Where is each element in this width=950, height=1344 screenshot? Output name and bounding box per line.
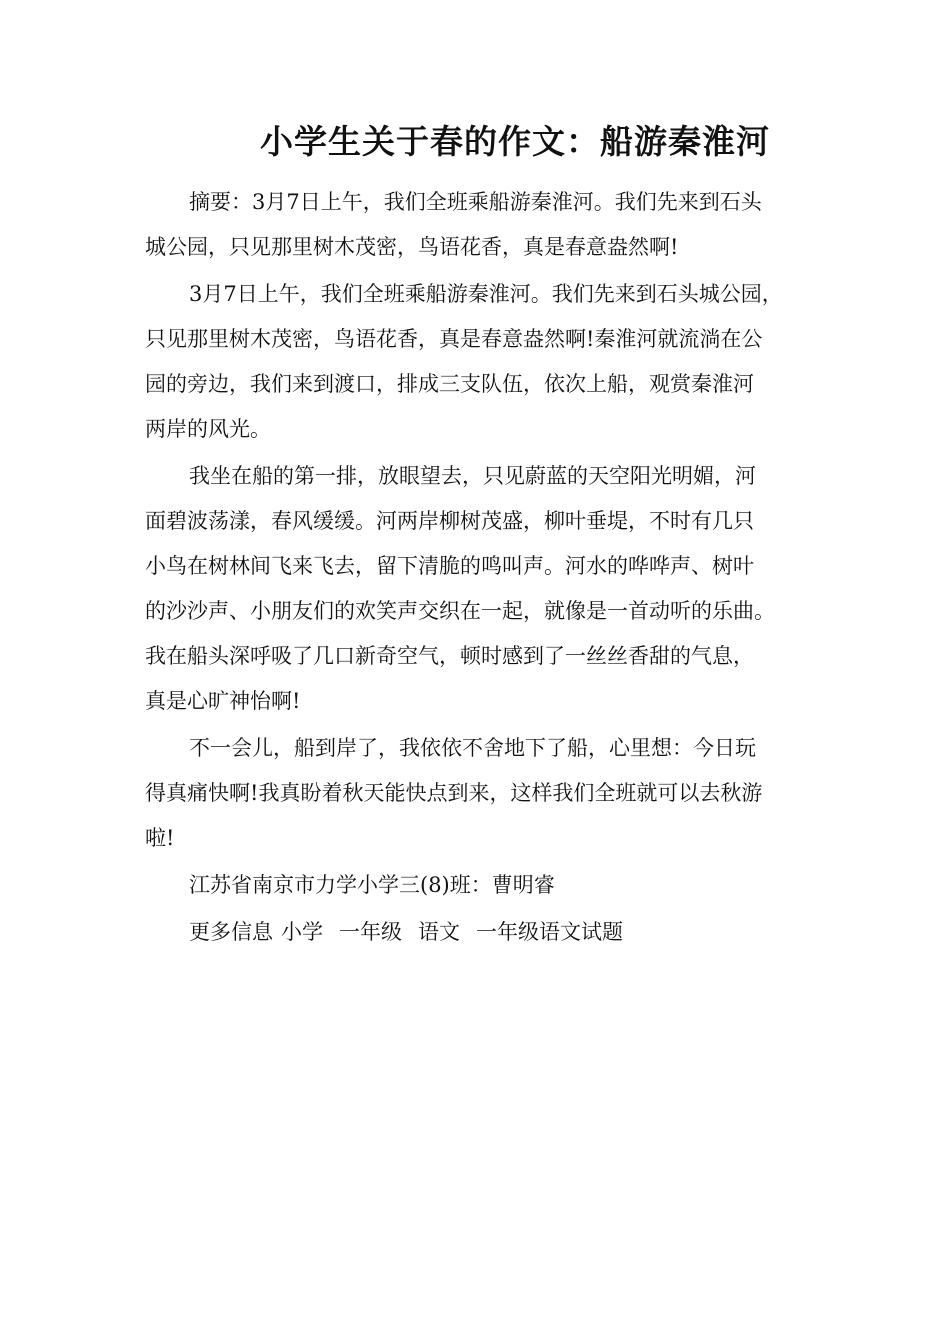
text-line: 的沙沙声、小朋友们的欢笑声交织在一起，就像是一首动听的乐曲。 <box>145 599 775 623</box>
author-line <box>145 863 825 908</box>
text-line: 不一会儿，船到岸了，我依依不舍地下了船，心里想：今日玩 <box>189 736 756 760</box>
text-line: 只见那里树木茂密，鸟语花香，真是春意盎然啊!秦淮河就流淌在公 <box>145 327 763 351</box>
text-line: 我在船头深呼吸了几口新奇空气，顿时感到了一丝丝香甜的气息， <box>145 644 754 668</box>
abstract-paragraph <box>145 180 825 270</box>
text-line: 得真痛快啊!我真盼着秋天能快点到来，这样我们全班就可以去秋游 <box>145 781 763 805</box>
more-info-line <box>145 910 825 955</box>
text-line: 摘要：3月7日上午，我们全班乘船游秦淮河。我们先来到石头 <box>189 190 762 214</box>
text-line: 面碧波荡漾，春风缓缓。河两岸柳树茂盛，柳叶垂堤，不时有几只 <box>145 509 754 533</box>
text-line: 城公园，只见那里树木茂密，鸟语花香，真是春意盎然啊! <box>145 235 679 259</box>
body-paragraph-1 <box>145 272 825 452</box>
text-line: 我坐在船的第一排，放眼望去，只见蔚蓝的天空阳光明媚，河 <box>189 464 756 488</box>
tag-link[interactable]: 一年级语文试题 <box>476 920 623 944</box>
tag-link[interactable]: 语文 <box>418 920 460 944</box>
more-info-row <box>145 910 825 955</box>
tag-link[interactable]: 一年级 <box>339 920 402 944</box>
text-line: 园的旁边，我们来到渡口，排成三支队伍，依次上船，观赏秦淮河 <box>145 372 754 396</box>
page-title: 小学生关于春的作文：船游秦淮河 <box>260 122 770 161</box>
text-line: 啦! <box>145 826 175 850</box>
tag-link[interactable]: 小学 <box>281 920 323 944</box>
author-text: 江苏省南京市力学小学三(8)班：曹明睿 <box>189 873 555 897</box>
more-info-label: 更多信息 <box>189 920 273 944</box>
body-paragraph-3 <box>145 726 825 861</box>
text-line: 两岸的风光。 <box>145 417 271 441</box>
text-line: 3月7日上午，我们全班乘船游秦淮河。我们先来到石头城公园， <box>189 282 783 306</box>
article-body <box>145 180 825 957</box>
text-line: 真是心旷神怡啊! <box>145 689 301 713</box>
text-line: 小鸟在树林间飞来飞去，留下清脆的鸣叫声。河水的哗哗声、树叶 <box>145 554 754 578</box>
body-paragraph-2 <box>145 454 825 724</box>
